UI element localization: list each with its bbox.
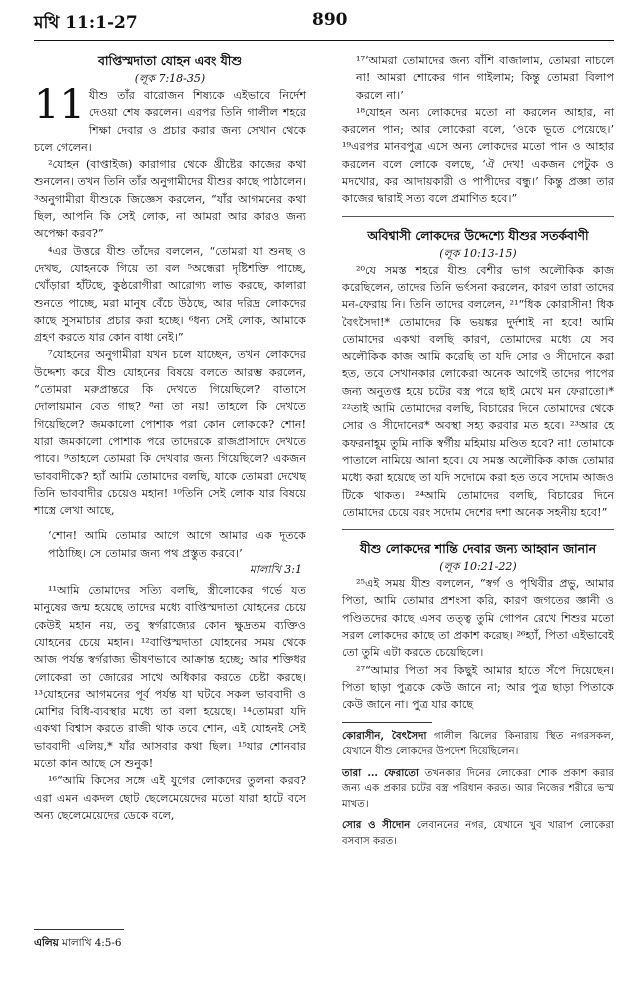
left-footnotes bbox=[34, 929, 306, 958]
cross-reference: (লূক 7:18-35) bbox=[134, 72, 206, 85]
footnote-item bbox=[342, 729, 614, 760]
paragraph-verse-7: ⁷যোহনের অনুগামীরা যখন চলে যাচ্ছেন, তখন লোকদের উদ্দেশ্য করে যীশু যোহনের বিষয়ে বলতে আরম্ভ করলেন, “তোমরা মরুপ্রান্তরে কি দেখতে গিয়েছিলে? বাতাসে দোলায়মান বেত গাছ? ⁸না তা নয়! তাহলে কি দেখতে গিয়েছিলে? জমকালো পোশাক পরা কোন লোককে? শোন! যারা জমকালো পোশাক পরে তাদেরকে রাজপ্রাসাদে দেখতে পাবে। ⁹তাহলে তোমরা কি দেখবার জন্য গিয়েছিলে? একজন ভাববাদীকে? হ্যাঁ আমি তোমাদের বলছি, যাকে তোমরা দেখেছ তিনি ভাববাদীর চেয়েও মহান! ¹⁰তিনি সেই লোক যার বিষয়ে শাস্ত্রে লেখা আছে, bbox=[34, 348, 306, 518]
footnote-text: মালাখি 4:5-6 bbox=[58, 937, 122, 949]
paragraph-verse-4: ⁴এর উত্তরে যীশু তাঁদের বললেন, “তোমরা যা শুনছ ও দেখছ, যোহনকে গিয়ে তা বল ⁵অন্ধেরা দৃষ্টিশক্তি পাচ্ছে, খোঁড়ারা হাঁটছে, কুষ্ঠরোগীরা আরোগ্য লাভ করছে, কালারা শুনতে পাচ্ছে, মরা মানুষ বেঁচে উঠছে, আর দরিদ্র লোকদের কাছে সুসমাচার প্রচার করা হচ্ছে। ⁶ধন্য সেই লোক, আমাকে গ্রহণ করতে যার কোন বাধা নেই।” bbox=[34, 244, 306, 345]
paragraph-verse-27: ²⁷“আমার পিতা সব কিছুই আমার হাতে সঁপে দিয়েছেন। পিতা ছাড়া পুত্রকে কেউ জানে না; আর পুত্র ছাড়া পিতাকে কেউ জানে না। পুত্র যার কাছে bbox=[342, 663, 614, 712]
footnote-elijah bbox=[34, 936, 306, 952]
footnote-divider bbox=[342, 722, 432, 723]
footnote-term: সোর ও সীদোন bbox=[342, 819, 411, 831]
footnote-item bbox=[342, 766, 614, 813]
section-heading-warning: অবিশ্বাসী লোকদের উদ্দেশ্যে যীশুর সতর্কবাণী bbox=[367, 227, 589, 243]
footnote-term: কোরাসীন, বৈৎসৈদা bbox=[342, 729, 427, 742]
section-heading-rest: যীশু লোকদের শান্তি দেবার জন্য আহ্বান জানান bbox=[359, 541, 597, 557]
footnote-item bbox=[342, 818, 614, 849]
paragraph-verse-16: ¹⁶“আমি কিসের সঙ্গে এই যুগের লোকদের তুলনা করব? এরা এমন একদল ছোট ছেলেমেয়েদের মতো যারা হাটে বসে অন্য ছেলেমেয়েদের ডেকে বলে, bbox=[34, 774, 306, 822]
chapter-number: 11 bbox=[34, 82, 85, 128]
right-column bbox=[342, 52, 614, 855]
book-reference: মথি 11:1-27 bbox=[34, 13, 138, 33]
paragraph-verse-20: ²⁰যে সমস্ত শহরে যীশু বেশীর ভাগ অলৌকিক কাজ করেছিলেন, তাদের তিনি ভর্ৎসনা করলেন, কারণ তারা তাদের মন-ফেরায় নি। তিনি তাদের বললেন, ²¹“ধিক কোরাসীন! ধিক বৈৎসৈদা!* তোমাদের কি ভয়ঙ্কর দুর্দশাই না হবে! আমি তোমাদের একথা বলছি কারণ, তোমাদের মধ্যে যে সব অলৌকিক কাজ আমি করেছি তা যদি সোর ও সীদোনে করা হত, তবে সেখানকার লোকেরা অনেক আগেই তাদের পাপের জন্য অনুতপ্ত হয়ে চটের বস্ত্র পরে ছাই মেখে মন ফেরাতো।* ²²তাই আমি তোমাদের বলছি, বিচারের দিনে তোমাদের থেকে সোর ও সীদোনের* অবস্থা সহ্য করবার মত হবে। ²³আর হে কফরনাহূম তুমি নাকি স্বর্গীয় মহিমায় মণ্ডিত হবে? না! তোমাকে পাতালে নামিয়ে আনা হবে। যে সমস্ত অলৌকিক কাজ তোমার মধ্যে করা হয়েছে তা যদি সদোমে করা হত তবে সদোম আজও টিকে থাকত। ²⁴আমি তোমাদের বলছি, বিচারের দিনে তোমাদের চেয়ে বরং সদোম দেশের দশা অনেক সহনীয় হবে!” bbox=[342, 263, 614, 519]
section-heading-john-baptist: বাপ্তিস্মদাতা যোহন এবং যীশু bbox=[97, 53, 243, 68]
paragraph-verse-18: ¹⁸যোহন অন্য লোকদের মতো না করলেন আহার, না করলেন পান; আর লোকেরা বলে, ‘ওকে ভূতে পেয়েছে।’ ¹⁹এরপর মানবপুত্র এসে অন্য লোকদের মতো পান ও আহার করলেন বলে লোকে বলছে, ‘ঐ দেখ! একজন পেটুক ও মদখোর, কর আদায়কারী ও পাপীদের বন্ধু।’ কিন্তু প্রজ্ঞা তার কাজের দ্বারাই সত্য বলে প্রমাণিত হবে।” bbox=[342, 105, 614, 206]
footnote-text: লেবাননের নগর, যেখানে খুব খারাপ লোকেরা বসবাস করত। bbox=[342, 820, 614, 847]
right-footnotes bbox=[342, 722, 614, 850]
paragraph-verse-11: ¹¹আমি তোমাদের সত্যি বলছি, স্ত্রীলোকের গর্ভে যত মানুষের জন্ম হয়েছে তাদের মধ্যে বাপ্তিস্মদাতা যোহনের চেয়ে কেউই মহান নয়, তবু স্বর্গরাজ্যের কোন ক্ষুদ্রতম ব্যক্তিও যোহনের চেয়ে মহান। ¹²বাপ্তিস্মদাতা যোহনের সময় থেকে আজ পর্যন্ত স্বর্গরাজ্য ভীষণভাবে আক্রান্ত হচ্ছে; আর শক্তিধর লোকেরা তা জোরের সাথে অধিকার করতে চেষ্টা করছে। ¹³যোহনের আগমনের পূর্ব পর্যন্ত যা ঘটবে সকল ভাববাদী ও মোশির বিধি-ব্যবস্থার মধ্যে তা বলা হয়েছে। ¹⁴তোমরা যদি একথা বিশ্বাস করতে রাজী থাক তবে শোন, এই যোহনই সেই ভাববাদী এলিয়,* যাঁর আসবার কথা ছিল। ¹⁵যার শোনবার মতো কান আছে সে শুনুক! bbox=[34, 584, 306, 770]
paragraph-chapter-start bbox=[34, 82, 306, 156]
section-divider bbox=[342, 216, 614, 217]
cross-reference: (লূক 10:13-15) bbox=[439, 246, 517, 260]
paragraph-verse-2: ²যোহন (বাপ্তাইজ) কারাগার থেকে খ্রীষ্টের কাজের কথা শুনলেন। তখন তিনি তাঁর অনুগামীদের যীশুর কাছে পাঠালেন। ³অনুগামীরা যীশুকে জিজ্ঞেস করলেন, “যাঁর আগমনের কথা ছিল, আপনি কি সেই লোক, না আমরা আর কারও জন্য অপেক্ষা করব?” bbox=[34, 158, 306, 241]
cross-reference: (লূক 10:21-22) bbox=[439, 560, 517, 574]
scripture-quote: ‘শোন! আমি তোমার আগে আগে আমার এক দূতকে পাঠাচ্ছি। সে তোমার জন্য পথ প্রস্তুত করবে।’ bbox=[48, 529, 306, 560]
footnote-text: তখনকার দিনের লোকেরা শোক প্রকাশ করার জন্য এক প্রকার চটের বস্ত্র পরিধান করত। আর নিজের শরীরে ভস্ম মাখত। bbox=[342, 767, 614, 810]
page-header bbox=[34, 10, 614, 36]
footnote-term: তারা ... ফেরাতো bbox=[342, 766, 419, 779]
paragraph-verse-17: ¹⁷‘আমরা তোমাদের জন্য বাঁশি বাজালাম, তোমরা নাচলে না! আমরা শোকের গান গাইলাম; কিন্তু তোমরা বিলাপ করলে না।’ bbox=[356, 54, 614, 102]
footnote-term: এলিয় bbox=[34, 937, 59, 949]
left-column bbox=[34, 52, 306, 824]
paragraph-text: যীশু তাঁর বারোজন শিষ্যকে এইভাবে নির্দেশ দেওয়া শেষ করলেন। এরপর তিনি গালীল শহরে শিক্ষা দেবার ও প্রচার করার জন্য সেখান থেকে চলে গেলেন। bbox=[34, 89, 306, 154]
header-divider bbox=[34, 40, 614, 41]
footnote-text: গালীল ঝিলের কিনারায় স্থিত নগরসকল, যেখানে যীশু লোকদের উপদেশ দিয়েছিলেন। bbox=[342, 730, 614, 757]
footnote-divider bbox=[34, 929, 124, 930]
page-number: 890 bbox=[312, 10, 348, 30]
quote-reference: মালাখি 3:1 bbox=[249, 563, 302, 577]
section-divider bbox=[342, 529, 614, 530]
paragraph-verse-25: ²⁵এই সময় যীশু বললেন, “স্বর্গ ও পৃথিবীর প্রভু, আমার পিতা, আমি তোমার প্রশংসা করি, কারণ জগতের জ্ঞানী ও পণ্ডিতদের কাছে এসব তত্ত্ব তুমি গোপন রেখে শিশুর মতো সরল লোকদের কাছে তা প্রকাশ করেছ। ²⁶হ্যাঁ, পিতা এইভাবেই তো তুমি এটা করতে চেয়েছিলে। bbox=[342, 577, 614, 660]
